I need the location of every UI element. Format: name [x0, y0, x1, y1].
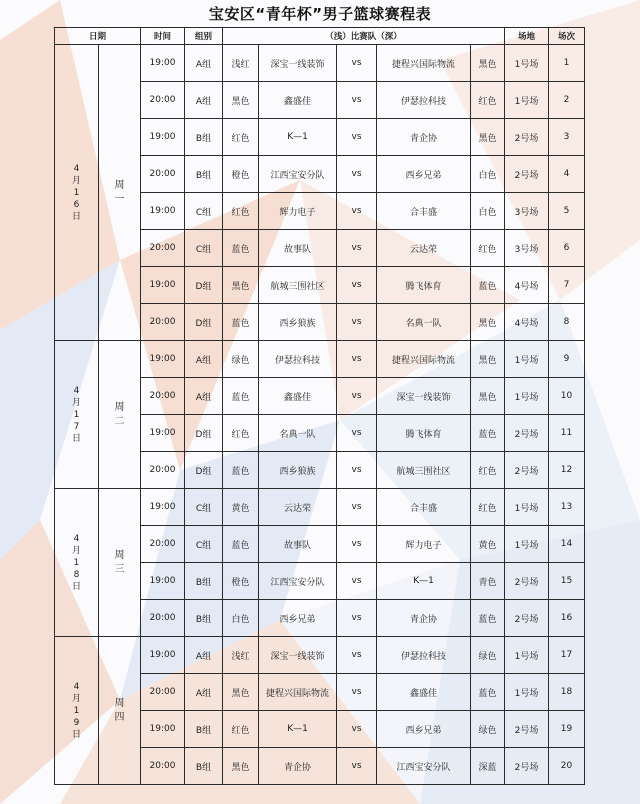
venue-cell: 1号场	[505, 378, 549, 415]
venue-cell: 2号场	[505, 600, 549, 637]
dark-team-cell: K—1	[377, 563, 471, 600]
header-teams: （浅）比赛队（深）	[223, 28, 505, 45]
vs-cell: vs	[337, 415, 377, 452]
match-no-cell: 18	[549, 674, 585, 711]
dark-team-cell: 青企协	[377, 119, 471, 156]
venue-cell: 2号场	[505, 119, 549, 156]
dark-color-cell: 黑色	[471, 304, 505, 341]
weekday-cell	[99, 45, 141, 341]
date-cell-text: 4月17日	[71, 385, 81, 444]
light-color-cell: 蓝色	[223, 452, 259, 489]
dark-color-cell: 白色	[471, 193, 505, 230]
match-no-cell: 8	[549, 304, 585, 341]
group-cell: B组	[185, 156, 223, 193]
group-cell: B组	[185, 600, 223, 637]
header-group: 组别	[185, 28, 223, 45]
time-cell: 19:00	[141, 193, 185, 230]
venue-cell: 1号场	[505, 526, 549, 563]
time-cell: 20:00	[141, 230, 185, 267]
match-no-cell: 1	[549, 45, 585, 82]
vs-cell: vs	[337, 267, 377, 304]
group-cell: B组	[185, 711, 223, 748]
match-no-cell: 20	[549, 748, 585, 785]
dark-color-cell: 黑色	[471, 341, 505, 378]
time-cell: 20:00	[141, 674, 185, 711]
match-no-cell: 14	[549, 526, 585, 563]
dark-team-cell: 云达荣	[377, 230, 471, 267]
dark-team-cell: 腾飞体育	[377, 267, 471, 304]
time-cell: 20:00	[141, 378, 185, 415]
date-cell	[55, 45, 99, 341]
weekday-cell-text: 周三	[114, 549, 125, 575]
venue-cell: 4号场	[505, 267, 549, 304]
light-color-cell: 蓝色	[223, 378, 259, 415]
vs-cell: vs	[337, 341, 377, 378]
venue-cell: 1号场	[505, 82, 549, 119]
venue-cell: 3号场	[505, 193, 549, 230]
header-time: 时间	[141, 28, 185, 45]
match-no-cell: 19	[549, 711, 585, 748]
time-cell: 20:00	[141, 304, 185, 341]
dark-team-cell: 伊瑟拉科技	[377, 82, 471, 119]
dark-color-cell: 黑色	[471, 119, 505, 156]
vs-cell: vs	[337, 82, 377, 119]
dark-team-cell: 伊瑟拉科技	[377, 637, 471, 674]
light-color-cell: 浅红	[223, 45, 259, 82]
venue-cell: 2号场	[505, 452, 549, 489]
weekday-cell-text: 周一	[114, 179, 125, 205]
venue-cell: 4号场	[505, 304, 549, 341]
light-team-cell: 江西宝安分队	[259, 563, 337, 600]
vs-cell: vs	[337, 378, 377, 415]
vs-cell: vs	[337, 600, 377, 637]
light-team-cell: 故事队	[259, 526, 337, 563]
time-cell: 19:00	[141, 415, 185, 452]
group-cell: C组	[185, 489, 223, 526]
light-team-cell: 西乡狼族	[259, 304, 337, 341]
group-cell: A组	[185, 341, 223, 378]
table-row	[55, 341, 585, 378]
light-team-cell: 西乡兄弟	[259, 600, 337, 637]
light-color-cell: 黑色	[223, 267, 259, 304]
venue-cell: 1号场	[505, 674, 549, 711]
date-cell-text: 4月16日	[71, 163, 81, 222]
schedule-table	[54, 27, 585, 785]
venue-cell: 1号场	[505, 45, 549, 82]
group-cell: C组	[185, 526, 223, 563]
time-cell: 19:00	[141, 267, 185, 304]
light-color-cell: 黑色	[223, 748, 259, 785]
vs-cell: vs	[337, 45, 377, 82]
dark-team-cell: 青企协	[377, 600, 471, 637]
match-no-cell: 11	[549, 415, 585, 452]
vs-cell: vs	[337, 748, 377, 785]
weekday-cell-text: 周四	[114, 697, 125, 723]
group-cell: B组	[185, 119, 223, 156]
group-cell: B组	[185, 748, 223, 785]
dark-color-cell: 深蓝	[471, 748, 505, 785]
group-cell: B组	[185, 563, 223, 600]
light-color-cell: 蓝色	[223, 304, 259, 341]
match-no-cell: 9	[549, 341, 585, 378]
group-cell: C组	[185, 193, 223, 230]
light-color-cell: 黑色	[223, 82, 259, 119]
dark-team-cell: 江西宝安分队	[377, 748, 471, 785]
dark-color-cell: 蓝色	[471, 415, 505, 452]
date-cell-text: 4月19日	[71, 681, 81, 740]
light-color-cell: 绿色	[223, 341, 259, 378]
dark-color-cell: 蓝色	[471, 600, 505, 637]
vs-cell: vs	[337, 563, 377, 600]
group-cell: A组	[185, 82, 223, 119]
dark-color-cell: 红色	[471, 82, 505, 119]
match-no-cell: 10	[549, 378, 585, 415]
dark-color-cell: 红色	[471, 489, 505, 526]
match-no-cell: 16	[549, 600, 585, 637]
group-cell: A组	[185, 45, 223, 82]
light-team-cell: K—1	[259, 711, 337, 748]
dark-team-cell: 捷程兴国际物流	[377, 45, 471, 82]
match-no-cell: 17	[549, 637, 585, 674]
light-team-cell: 名典一队	[259, 415, 337, 452]
group-cell: D组	[185, 415, 223, 452]
match-no-cell: 13	[549, 489, 585, 526]
light-color-cell: 黑色	[223, 674, 259, 711]
dark-color-cell: 白色	[471, 156, 505, 193]
light-color-cell: 红色	[223, 119, 259, 156]
dark-team-cell: 西乡兄弟	[377, 711, 471, 748]
match-no-cell: 12	[549, 452, 585, 489]
venue-cell: 2号场	[505, 415, 549, 452]
vs-cell: vs	[337, 156, 377, 193]
table-row	[55, 489, 585, 526]
vs-cell: vs	[337, 637, 377, 674]
venue-cell: 2号场	[505, 748, 549, 785]
light-team-cell: 伊瑟拉科技	[259, 341, 337, 378]
venue-cell: 2号场	[505, 156, 549, 193]
dark-color-cell: 绿色	[471, 711, 505, 748]
light-color-cell: 白色	[223, 600, 259, 637]
dark-team-cell: 捷程兴国际物流	[377, 341, 471, 378]
light-team-cell: 捷程兴国际物流	[259, 674, 337, 711]
dark-color-cell: 黑色	[471, 45, 505, 82]
light-color-cell: 红色	[223, 415, 259, 452]
header-match-no: 场次	[549, 28, 585, 45]
time-cell: 19:00	[141, 119, 185, 156]
vs-cell: vs	[337, 304, 377, 341]
vs-cell: vs	[337, 193, 377, 230]
light-team-cell: 江西宝安分队	[259, 156, 337, 193]
vs-cell: vs	[337, 489, 377, 526]
light-color-cell: 蓝色	[223, 230, 259, 267]
light-color-cell: 浅红	[223, 637, 259, 674]
time-cell: 20:00	[141, 156, 185, 193]
table-row	[55, 637, 585, 674]
group-cell: A组	[185, 378, 223, 415]
dark-team-cell: 鑫盛佳	[377, 674, 471, 711]
date-cell	[55, 637, 99, 785]
match-no-cell: 4	[549, 156, 585, 193]
match-no-cell: 7	[549, 267, 585, 304]
time-cell: 19:00	[141, 489, 185, 526]
match-no-cell: 3	[549, 119, 585, 156]
header-venue: 场地	[505, 28, 549, 45]
dark-color-cell: 红色	[471, 452, 505, 489]
group-cell: D组	[185, 452, 223, 489]
date-cell	[55, 489, 99, 637]
dark-team-cell: 名典一队	[377, 304, 471, 341]
time-cell: 20:00	[141, 526, 185, 563]
group-cell: D组	[185, 267, 223, 304]
light-team-cell: 航城三围社区	[259, 267, 337, 304]
weekday-cell-text: 周二	[114, 401, 125, 427]
venue-cell: 3号场	[505, 230, 549, 267]
time-cell: 20:00	[141, 748, 185, 785]
light-team-cell: 西乡狼族	[259, 452, 337, 489]
time-cell: 20:00	[141, 600, 185, 637]
light-team-cell: 鑫盛佳	[259, 82, 337, 119]
time-cell: 20:00	[141, 82, 185, 119]
venue-cell: 1号场	[505, 637, 549, 674]
light-color-cell: 黄色	[223, 489, 259, 526]
light-color-cell: 橙色	[223, 156, 259, 193]
group-cell: A组	[185, 674, 223, 711]
page-title: 宝安区“青年杯”男子篮球赛程表	[208, 5, 432, 23]
light-team-cell: 鑫盛佳	[259, 378, 337, 415]
dark-color-cell: 蓝色	[471, 267, 505, 304]
dark-color-cell: 蓝色	[471, 674, 505, 711]
time-cell: 19:00	[141, 341, 185, 378]
dark-team-cell: 航城三围社区	[377, 452, 471, 489]
weekday-cell	[99, 341, 141, 489]
light-team-cell: 云达荣	[259, 489, 337, 526]
group-cell: C组	[185, 230, 223, 267]
light-color-cell: 橙色	[223, 563, 259, 600]
dark-team-cell: 西乡兄弟	[377, 156, 471, 193]
match-no-cell: 5	[549, 193, 585, 230]
vs-cell: vs	[337, 452, 377, 489]
light-team-cell: 青企协	[259, 748, 337, 785]
dark-color-cell: 红色	[471, 230, 505, 267]
time-cell: 19:00	[141, 711, 185, 748]
light-color-cell: 红色	[223, 193, 259, 230]
dark-team-cell: 深宝一线装饰	[377, 378, 471, 415]
dark-team-cell: 腾飞体育	[377, 415, 471, 452]
vs-cell: vs	[337, 230, 377, 267]
venue-cell: 2号场	[505, 563, 549, 600]
match-no-cell: 6	[549, 230, 585, 267]
light-team-cell: 深宝一线装饰	[259, 45, 337, 82]
weekday-cell	[99, 489, 141, 637]
light-team-cell: 深宝一线装饰	[259, 637, 337, 674]
venue-cell: 1号场	[505, 489, 549, 526]
dark-color-cell: 黄色	[471, 526, 505, 563]
vs-cell: vs	[337, 526, 377, 563]
vs-cell: vs	[337, 711, 377, 748]
light-team-cell: K—1	[259, 119, 337, 156]
group-cell: A组	[185, 637, 223, 674]
light-color-cell: 蓝色	[223, 526, 259, 563]
venue-cell: 2号场	[505, 711, 549, 748]
time-cell: 19:00	[141, 637, 185, 674]
group-cell: D组	[185, 304, 223, 341]
match-no-cell: 2	[549, 82, 585, 119]
date-cell-text: 4月18日	[71, 533, 81, 592]
date-cell	[55, 341, 99, 489]
venue-cell: 1号场	[505, 341, 549, 378]
match-no-cell: 15	[549, 563, 585, 600]
dark-team-cell: 辉力电子	[377, 526, 471, 563]
dark-team-cell: 合丰盛	[377, 193, 471, 230]
vs-cell: vs	[337, 674, 377, 711]
light-team-cell: 故事队	[259, 230, 337, 267]
vs-cell: vs	[337, 119, 377, 156]
header-date: 日期	[55, 28, 141, 45]
dark-color-cell: 绿色	[471, 637, 505, 674]
light-team-cell: 辉力电子	[259, 193, 337, 230]
dark-color-cell: 黑色	[471, 378, 505, 415]
dark-team-cell: 合丰盛	[377, 489, 471, 526]
dark-color-cell: 青色	[471, 563, 505, 600]
time-cell: 19:00	[141, 45, 185, 82]
weekday-cell	[99, 637, 141, 785]
light-color-cell: 红色	[223, 711, 259, 748]
time-cell: 19:00	[141, 563, 185, 600]
header-row	[55, 28, 585, 45]
time-cell: 20:00	[141, 452, 185, 489]
table-row	[55, 45, 585, 82]
